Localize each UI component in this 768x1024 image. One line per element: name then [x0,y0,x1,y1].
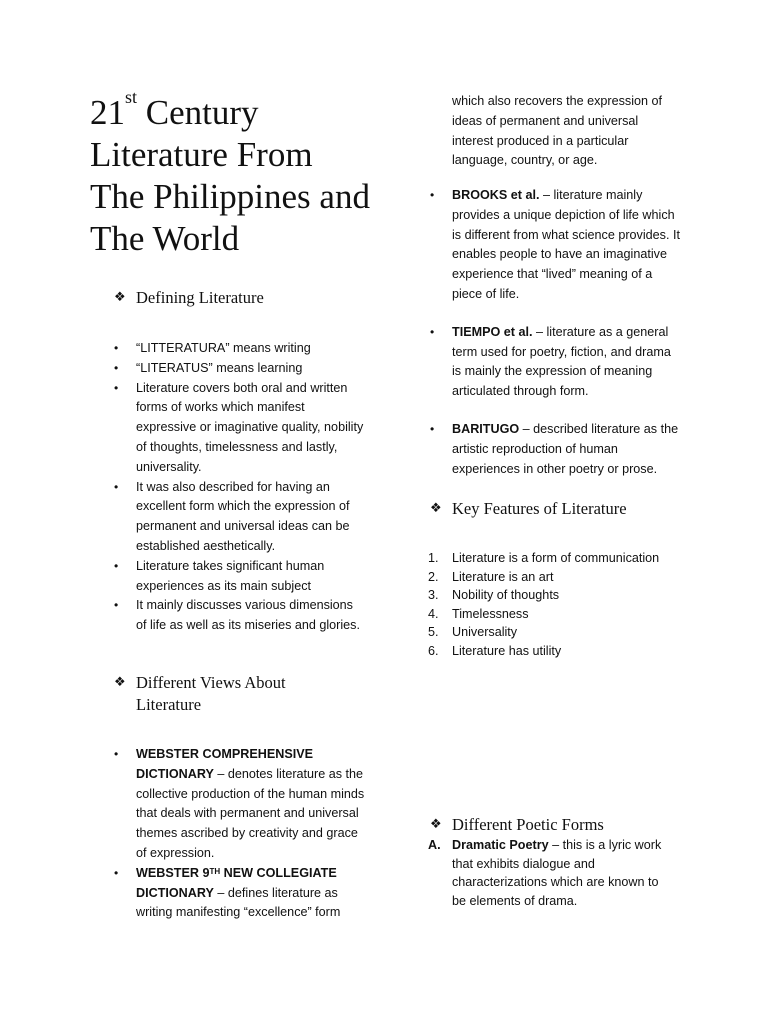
different-views-heading: ❖ Different Views About Literature [114,673,286,714]
title-line-1: 21st Century [90,87,259,132]
continued-paragraph: which also recovers the expression of ideas of permanent and universal interest produced in a particular language, country, or age. [452,94,662,168]
title-line-4: The World [90,219,240,258]
poetic-forms-list [428,836,674,910]
diamond-bullet-icon: ❖ [430,501,442,516]
different-views-list [114,745,368,923]
document-title [90,87,380,260]
bullet-icon: • [114,479,119,494]
key-features-list [428,549,692,661]
bullet-icon: • [114,558,119,573]
list-item: 4. Timelessness [428,606,529,621]
list-item: • Literature covers both oral and written forms of works which manifest expressive or imaginative quality, nobility of thoughts, timelessness and lastly, universality. [114,380,364,474]
list-item: A. Dramatic Poetry – this is a lyric work that exhibits dialogue and characterizations which are known to be elements of drama. [428,838,662,908]
list-item: 1. Literature is a form of communication [428,551,660,565]
bullet-icon: • [114,341,119,355]
defining-literature-heading: ❖ Defining Literature [114,288,264,307]
list-item: 2. Literature is an art [428,569,554,584]
bullet-icon: • [114,598,119,613]
key-features-heading: ❖ Key Features of Literature [430,499,627,518]
diamond-bullet-icon: ❖ [430,817,442,832]
list-item: • “LITTERATURA” means writing [136,339,366,359]
views-list-continued [430,186,680,479]
poetic-forms-heading: ❖ Different Poetic Forms [430,815,604,834]
list-item: 5. Universality [428,625,518,640]
bullet-icon: • [114,747,119,761]
list-item: • WEBSTER COMPREHENSIVE DICTIONARY – denotes literature as the collective production of the human minds that deals with permanent and universal themes ascribed by creativity and grace of expression. [114,747,365,860]
list-item: 6. Literature has utility [428,643,562,658]
list-item: 3. Nobility of thoughts [428,588,560,603]
list-item: • BARITUGO – described literature as the artistic reproduction of human experiences in other poetry or prose. [430,421,679,476]
list-item: • TIEMPO et al. – literature as a general term used for poetry, fiction, and drama is mainly the expression of meaning articulated through form. [430,324,671,399]
bullet-icon: • [430,188,435,202]
list-item: • BROOKS et al. – literature mainly provides a unique depiction of life which is different from what science provides. It enables people to have an imaginative experience that “lived” meaning of a piece of life. [430,188,680,301]
title-line-3: The Philippines and [90,177,370,216]
list-item: • “LITERATUS” means learning [136,359,366,379]
defining-literature-list [114,339,366,636]
bullet-icon: • [430,421,435,436]
list-item: • WEBSTER 9TH NEW COLLEGIATE DICTIONARY – defines literature as writing manifesting “excellence” form [114,865,341,920]
diamond-bullet-icon: ❖ [114,290,126,305]
bullet-icon: • [114,380,119,395]
bullet-icon: • [114,360,119,375]
bullet-icon: • [114,865,119,880]
list-item: • It was also described for having an excellent form which the expression of permanent and universal ideas can be established aesthetically. [114,479,350,553]
list-item: • It mainly discusses various dimensions of life as well as its miseries and glories. [114,598,360,633]
title-line-2: Literature From [90,135,313,174]
bullet-icon: • [430,324,435,339]
diamond-bullet-icon: ❖ [114,675,126,690]
list-item: • Literature takes significant human experiences as its main subject [114,558,325,593]
